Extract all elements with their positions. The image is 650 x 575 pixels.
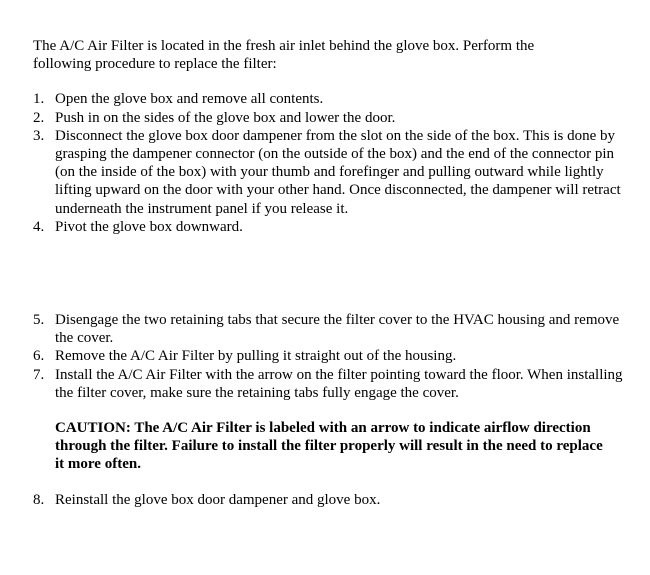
step-number: 1.: [33, 91, 45, 108]
step-4: [33, 218, 623, 236]
step-text: Push in on the sides of the glove box and lower the door.: [55, 109, 396, 126]
step-number: 8.: [33, 491, 45, 508]
step-6: [33, 347, 623, 365]
step-1: [33, 90, 623, 108]
step-text: Open the glove box and remove all contents.: [55, 91, 324, 108]
step-text: Disconnect the glove box door dampener from the slot on the side of the box. This is done by grasping the dampener connector (on the outside of the box) and the end of the connector pin (on the inside of the box) with your thumb and forefinger and pulling outward while lightly lifting upward on the door with your other hand. Once disconnected, the dampener will retract underneath the instrument panel if you release it.: [55, 127, 621, 217]
step-number: 7.: [33, 366, 45, 383]
step-number: 2.: [33, 109, 45, 126]
step-text: Remove the A/C Air Filter by pulling it straight out of the housing.: [55, 348, 457, 365]
step-text: Disengage the two retaining tabs that secure the filter cover to the HVAC housing and remove the cover.: [55, 312, 620, 347]
step-8: [33, 491, 623, 509]
step-number: 3.: [33, 127, 45, 144]
step-number: 4.: [33, 218, 45, 235]
step-number: 5.: [33, 312, 45, 329]
step-5: [33, 311, 623, 347]
step-7: [33, 366, 623, 402]
document: [33, 37, 623, 509]
step-text: Install the A/C Air Filter with the arrow on the filter pointing toward the floor. When installing the filter cover, make sure the retaining tabs fully engage the cover.: [55, 366, 623, 401]
step-number: 6.: [33, 348, 45, 365]
intro-paragraph: The A/C Air Filter is located in the fresh air inlet behind the glove box. Perform the following procedure to replace the filter:: [33, 38, 535, 73]
step-text: Pivot the glove box downward.: [55, 218, 243, 235]
caution-note: CAUTION: The A/C Air Filter is labeled with an arrow to indicate airflow direction through the filter. Failure to install the filter properly will result in the need to replace it more often.: [55, 420, 603, 473]
steps-list-part-3: [33, 491, 623, 509]
step-text: Reinstall the glove box door dampener and glove box.: [55, 491, 381, 508]
steps-list-part-2: [33, 311, 623, 402]
step-2: [33, 109, 623, 127]
step-3: [33, 127, 623, 218]
steps-list-part-1: [33, 90, 623, 236]
